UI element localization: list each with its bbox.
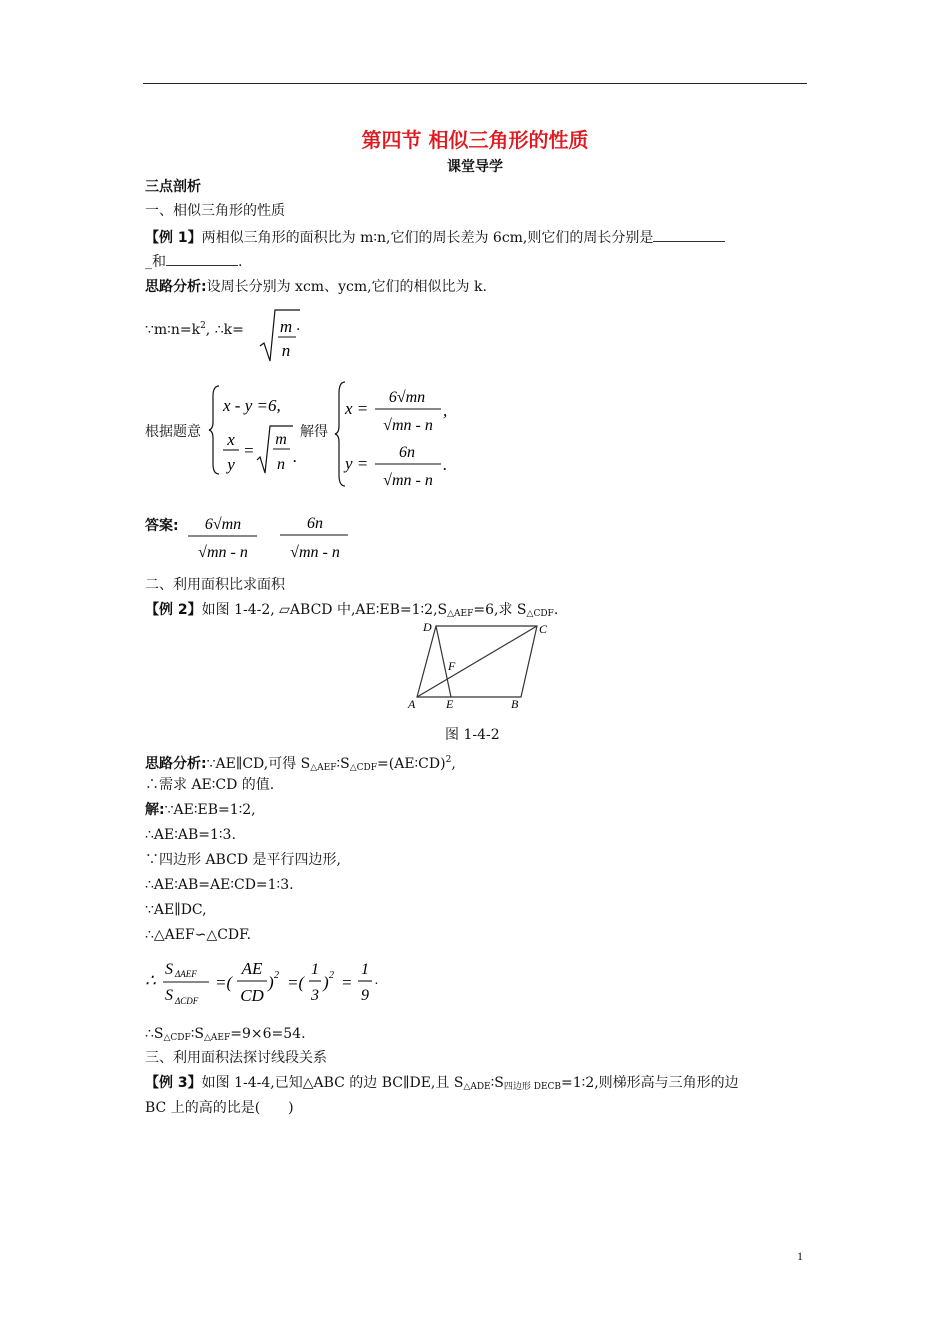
sol-y-num: 6n [399,444,415,461]
answer1-den: √mn - n [198,544,248,561]
ratio-one-a: 1 [311,961,319,978]
eq2-equals: = [243,441,255,460]
ratio-ae: AE [241,959,263,978]
ratio-s-top: S [165,961,173,978]
analysis2-text2: ∶S [336,756,350,772]
example2-mid: =6,求 S [473,602,527,618]
solution-line [145,800,256,820]
svg-text:.: . [443,455,448,474]
analysis2-text4: , [451,756,456,772]
answer-fractions [185,508,355,564]
sol-y-den: √mn - n [383,472,433,489]
answer-blank-2 [166,251,238,266]
final-text2: ∶S [190,1026,205,1042]
k-num: m [279,317,293,336]
eq1: x - y =6, [223,396,281,415]
section-heading: 三点剖析 [145,179,201,195]
answer2-num: 6n [307,515,323,532]
example2-sub2: △CDF [526,609,554,619]
example1-period: . [238,254,243,270]
eq2-num: x [227,430,235,449]
page-title: 第四节 相似三角形的性质 [361,128,589,152]
example3-text2: ∶S [490,1075,504,1091]
answer2-den: √mn - n [290,544,340,561]
example1-text: 两相似三角形的面积比为 m∶n,它们的周长差为 6cm,则它们的周长分别是 [201,230,654,246]
ratio-s-bot: S [165,987,173,1004]
answer-label: 答案: [145,518,179,534]
example2-tag: 【例 2】 [145,602,202,618]
analysis2-text3: =(AE∶CD) [377,756,446,772]
solution-system [335,378,460,490]
solution-step-5: ∵AE∥DC, [145,902,207,918]
final-sub2: △AEF [204,1033,231,1043]
page-subtitle: 课堂导学 [447,159,503,175]
analysis2-sup: 2 [445,755,452,765]
ratio-square-1: 2 [274,970,279,981]
final-text3: =9×6=54. [230,1026,306,1042]
label-b: B [511,697,519,711]
solution-step-1: ∵AE∶EB=1∶2, [164,802,256,818]
eq2-den: y [227,455,235,474]
sol-x-num: 6√mn [388,389,426,406]
figure-caption: 图 1-4-2 [445,727,500,743]
page-number: 1 [797,1249,803,1263]
analysis1 [145,277,487,297]
ratio-one-b: 1 [361,961,369,978]
analysis1-text: 设周长分别为 xcm、ycm,它们的相似比为 k. [206,279,487,295]
eq2-rhs-num: m [275,431,287,448]
final-line [145,1024,306,1048]
analysis2 [145,750,456,778]
sol-x-label: x = [345,399,369,418]
figure-parallelogram [405,620,548,712]
final-text1: ∴S [145,1026,164,1042]
svg-text:.: . [293,447,298,466]
because-sup: 2 [200,321,206,331]
solution-step-6: ∴△AEF∽△CDF. [145,927,252,943]
solution-step-3: ∵四边形 ABCD 是平行四边形, [145,852,341,868]
answer-blank-1 [653,227,725,242]
analysis1-label: 思路分析: [145,279,207,295]
because-line [145,316,244,340]
label-e: E [446,697,454,711]
example3-sub2: 四边形 DECB [503,1082,562,1092]
solution-step-4: ∴AE∶AB=AE∶CD=1∶3. [145,877,294,893]
ratio-three: 3 [311,987,319,1004]
part1-heading: 一、相似三角形的性质 [145,203,285,219]
solution-step-2: ∴AE∶AB=1∶3. [145,827,236,843]
analysis2-sub1: △AEF [310,763,337,773]
analysis2-sub2: △CDF [349,763,378,773]
system-label: 根据题意 [145,424,201,440]
header-rule [143,83,807,84]
example1-and: _和 [145,254,166,270]
ratio-sub-top: ΔAEF [175,969,197,979]
part3-heading: 三、利用面积法探讨线段关系 [145,1050,327,1066]
example3-sub1: △ADE [463,1082,491,1092]
example2-sub1: △AEF [447,609,474,619]
ratio-sub-bot: ΔCDF [175,996,199,1006]
label-d: D [423,620,432,634]
because-text: ∵m∶n=k [145,322,201,338]
label-f: F [448,659,456,673]
svg-text:=: = [341,973,353,992]
analysis2-label: 思路分析: [145,756,207,772]
k-period: . [296,318,301,334]
label-a: A [408,697,416,711]
ratio-therefore: ∴ [145,971,156,990]
svg-text:=(: =( [215,973,233,992]
need-line: ∴需求 AE∶CD 的值. [145,777,275,793]
example3-text3: =1∶2,则梯形高与三角形的边 [561,1075,739,1091]
eq2-rhs-den: n [277,456,285,473]
svg-text:.: . [375,973,379,988]
segment-ac [417,626,537,697]
k-den: n [281,341,291,360]
example1-line [145,227,725,248]
example3-line2: BC 上的高的比是( ) [145,1100,294,1116]
label-c: C [539,622,548,636]
svg-text:): ) [323,973,329,992]
example3-line1 [145,1073,739,1097]
final-sub1: △CDF [163,1033,191,1043]
example3-tag: 【例 3】 [145,1075,202,1091]
example1-line2 [145,251,242,272]
part2-heading: 二、利用面积比求面积 [145,577,285,593]
svg-text:): ) [268,973,274,992]
solve-label: 解得 [300,424,328,440]
because-tail: , ∴k= [205,322,244,338]
ratio-square-2: 2 [329,970,334,981]
ratio-nine: 9 [361,987,369,1004]
analysis2-text1: ∵AE∥CD,可得 S [206,756,311,772]
svg-text:,: , [443,401,448,420]
example2-text: 如图 1-4-2, ▱ABCD 中,AE∶EB=1∶2,S [201,602,448,618]
sol-y-label: y = [345,454,369,473]
answer1-num: 6√mn [204,516,242,533]
example2-end: . [553,602,559,618]
svg-text:=(: =( [287,973,305,992]
example3-text1: 如图 1-4-4,已知△ABC 的边 BC∥DE,且 S [201,1075,464,1091]
solution-label: 解: [145,802,165,818]
sol-x-den: √mn - n [383,417,433,434]
area-ratio-formula [143,952,383,1012]
ratio-cd: CD [240,986,264,1005]
example1-tag: 【例 1】 [145,230,202,246]
